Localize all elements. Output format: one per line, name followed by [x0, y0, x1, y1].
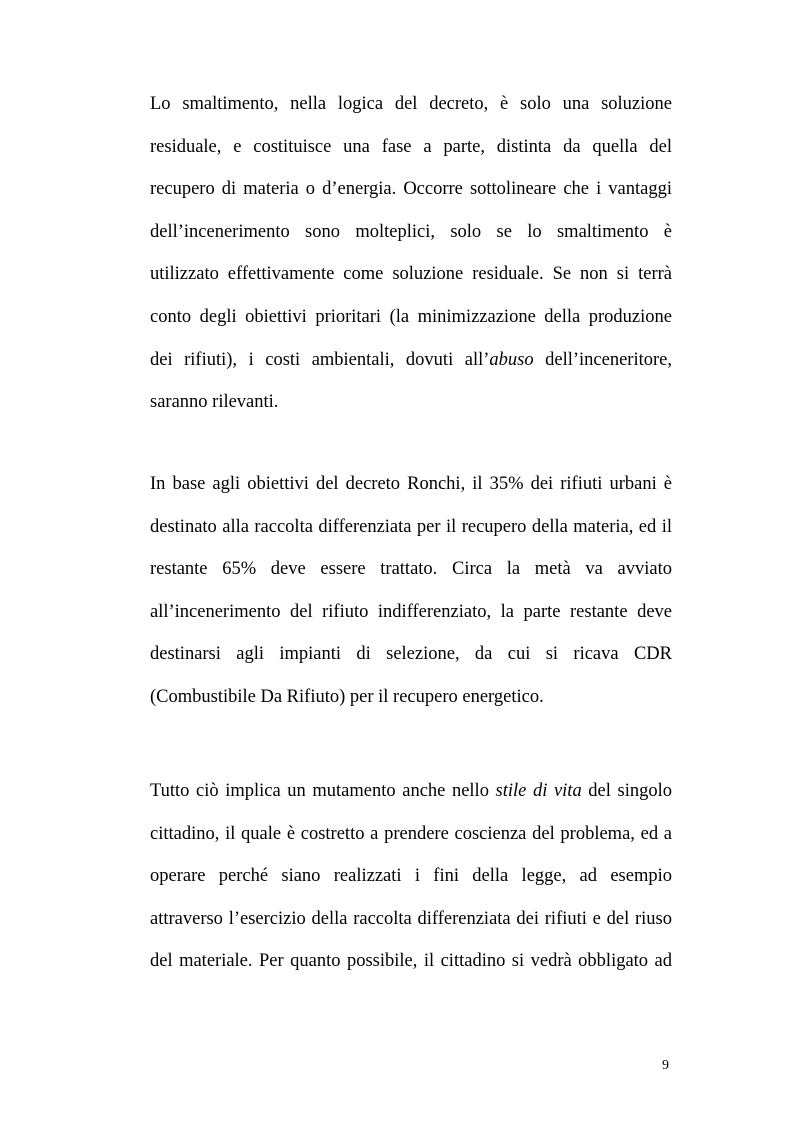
text-line: operare perché siano realizzati i fini della legge, ad esempio	[150, 866, 672, 887]
page-number: 9	[662, 1058, 669, 1073]
text-line: restante 65% deve essere trattato. Circa la metà va avviato	[150, 559, 672, 580]
text-line: dell’incenerimento sono molteplici, solo se lo smaltimento è	[150, 221, 672, 242]
text-line: attraverso l’esercizio della raccolta differenziata dei rifiuti e del riuso	[150, 908, 672, 929]
text-line: del materiale. Per quanto possibile, il cittadino si vedrà obbligato ad	[150, 951, 672, 972]
paragraph-lifestyle	[150, 770, 672, 983]
text-segment: del singolo	[581, 781, 672, 801]
text-line: destinato alla raccolta differenziata per il recupero della materia, ed il	[150, 516, 672, 537]
text-line: (Combustibile Da Rifiuto) per il recupero energetico.	[150, 686, 544, 707]
emphasis-stile-di-vita: stile di vita	[495, 781, 582, 801]
text-segment: dell’inceneritore,	[533, 349, 672, 370]
text-line	[150, 770, 672, 813]
text-line: destinarsi agli impianti di selezione, da cui si ricava CDR	[150, 644, 672, 665]
text-line: residuale, e costituisce una fase a parte, distinta da quella del	[150, 136, 672, 157]
text-line: conto degli obiettivi prioritari (la minimizzazione della produzione	[150, 306, 672, 327]
text-line: Lo smaltimento, nella logica del decreto, è solo una soluzione	[150, 94, 672, 114]
emphasis-abuso: abuso	[489, 349, 534, 370]
text-line: utilizzato effettivamente come soluzione residuale. Se non si terrà	[150, 264, 672, 285]
text-line: In base agli obiettivi del decreto Ronchi, il 35% dei rifiuti urbani è	[150, 474, 672, 494]
paragraph-ronchi-decree	[150, 463, 672, 719]
text-segment: dei rifiuti), i costi ambientali, dovuti all’	[150, 349, 490, 370]
text-line: all’incenerimento del rifiuto indifferenziato, la parte restante deve	[150, 601, 672, 622]
text-line: recupero di materia o d’energia. Occorre sottolineare che i vantaggi	[150, 179, 672, 200]
text-line	[150, 339, 672, 382]
paragraph-disposal	[150, 83, 672, 424]
text-line: cittadino, il quale è costretto a prendere coscienza del problema, ed a	[150, 823, 672, 844]
text-line: saranno rilevanti.	[150, 392, 279, 413]
text-segment: Tutto ciò implica un mutamento anche nello	[150, 781, 496, 801]
